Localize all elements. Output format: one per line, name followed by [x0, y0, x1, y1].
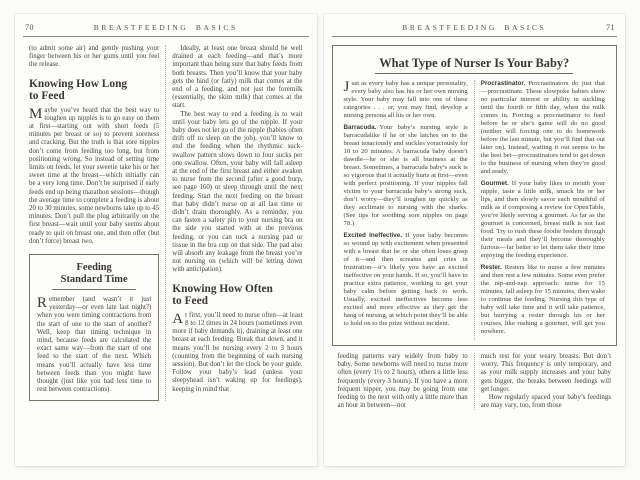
- right-page-body-columns: [332, 353, 618, 410]
- sidebox-title-rule: [52, 289, 137, 290]
- feeding-patterns-paragraph: feeding patterns vary widely from baby to baby. Some newborns will need to nurse more often (every 1½ to 2 hours), others a little less frequently (every 3 hours). If you have a more frequent nipper, you may be going from one feeding to the next with only a little more than an hour in between—not: [337, 353, 468, 410]
- nurser-intro-paragraph: Just as every baby has a unique personality, every baby also has his or her own nursing style. Your baby may fall into one of these categories . . . or, you may find, develop a nursing persona all his or her own.: [343, 79, 468, 119]
- feeding-standard-time-box: [29, 254, 159, 400]
- best-way-paragraph: The best way to end a feeding is to wait until your baby lets go of the nipple. If your baby does not let go of the nipple (babies often drift off to sleep on the job), you’ll know to end the feeding when the rhythmic suck-swallow pattern slows down to four sucks per one swallow. Often, your baby will fall asleep at the end of the first breast and either awaken to nurse from the second (after a good burp, see page 160) or sleep through until the next feeding. Start the next feeding on the breast that baby didn’t nurse on at all last time or didn’t drain thoroughly. As a reminder, you can fasten a safety pin to your nursing bra on the side you started with at the previous feeding, or you can tuck a nursing pad or tissue in the bra cup on that side. The pad also will absorb any leakage from the breast you’re not nursing on (which will be letting down with anticipation).: [172, 110, 303, 274]
- nurser-box-columns: [338, 80, 612, 340]
- page-left: [15, 14, 317, 466]
- left-page-columns: [23, 45, 309, 401]
- nurser-box-title: What Type of Nurser Is Your Baby?: [338, 54, 612, 74]
- nurser-type-box: [332, 45, 618, 346]
- nurser-type-label: Excited Ineffective.: [343, 232, 403, 239]
- drop-cap: J: [343, 79, 350, 95]
- nurser-box-column-2: [474, 80, 611, 340]
- ideally-paragraph: Ideally, at least one breast should be well drained at each feeding—and that’s more important than being sure that baby feeds from both breasts. Then you’ll know that your baby gets the hind (or fatty) milk that comes at the end of a feeding, and not just the foremilk (essentially, the skim milk) that comes at the start.: [172, 45, 303, 110]
- right-column-2: [474, 353, 617, 410]
- nurser-type-label: Rester.: [480, 264, 502, 271]
- regularly-spaced-paragraph: How regularly spaced your baby’s feedings are may vary, too, from those: [480, 394, 611, 410]
- drop-cap: M: [29, 105, 43, 122]
- running-head-right: BREASTFEEDING BASICS: [402, 23, 547, 32]
- drop-cap: R: [37, 295, 48, 312]
- sidebox-title: Feeding Standard Time: [60, 262, 128, 285]
- nurser-type-gourmet: Gourmet. If your baby likes to mouth your nipple, taste a little milk, smack his or her lips, and then slowly savor each mouthful of milk as if composing a review for OpenTable, you’re likely serving a gourmet. As far as the gourmet is concerned, breast milk is not fast food. Try to rush these foodie feeders through their meals and they’ll become thoroughly furious—far better to let them take their time enjoying the feeding experience.: [480, 180, 605, 259]
- page-header-left: [23, 21, 309, 37]
- nurser-type-label: Barracuda.: [343, 124, 377, 131]
- page-header-right: [332, 21, 618, 37]
- nurser-type-excited-ineffective: Excited Ineffective. If your baby becomes so wound up with excitement when presented with a breast that he or she often loses grasp of it—and then screams and cries in frustration—it’s likely you have an excited ineffective on your hands. If so, you’ll have to practice extra patience, working to get your baby calm before getting back to work. Usually, excited ineffectives become less excited and more effective as they get the hang of nursing, at which point they’ll be able to hold on to the prize without incident.: [343, 232, 468, 327]
- nurser-type-label: Procrastinator.: [480, 80, 526, 87]
- running-head-left: BREASTFEEDING BASICS: [93, 23, 238, 32]
- section-heading-how-often: Knowing How Often to Feed: [172, 282, 273, 307]
- nurser-type-rester: Rester. Resters like to nurse a few minutes and then rest a few minutes. Some even prefer the nip-and-nap approach: nurse for 15 minutes, fall asleep for 15 minutes, then wake to continue the feeding. Nursing this type of baby will take time and it will take patience, but hurrying a rester through his or her courses, like rushing a gourmet, will get you nowhere.: [480, 264, 605, 335]
- page-number-right: 71: [606, 23, 615, 32]
- how-often-paragraph: At first, you’ll need to nurse often—at least 8 to 12 times in 24 hours (sometimes even more if baby demands it), draining at least one breast at each feeding. Break that down, and it means you’ll be nursing every 2 to 3 hours (counting from the beginning of each nursing session). But don’t let the clock be your guide. Follow your baby’s lead (unless your sleepyhead isn’t waking up for feedings), keeping in mind that: [172, 310, 303, 393]
- how-long-paragraph: Maybe you’ve heard that the best way to toughen up nipples is to go easy on them at first—starting out with short feeds (5 minutes per breast or so) to prevent soreness and cracking. But the truth is that sore nipples don’t come from feeding too long, but from positioning wrong. So instead of setting time limits on feeds, let your sweetie take his or her sweet time at the breast—which initially can be a very long time. Don’t be surprised if early feeds end up being marathon sessions—though the average time to complete a feeding is about 20 to 30 minutes, some newborns take up to 45 minutes. Don’t pull the plug arbitrarily on the first breast—wait until your baby seems about ready to quit on breast one, and then offer (but don’t force) breast two.: [29, 105, 160, 245]
- left-column-2: [165, 45, 308, 401]
- nurser-box-column-1: [338, 80, 474, 340]
- weary-breasts-paragraph: much rest for your weary breasts. But don’t worry. This frequency is only temporary, and as your milk supply increases and your baby gets bigger, the breaks between feedings will get longer.: [480, 353, 611, 393]
- nurser-type-barracuda: Barracuda. Your baby’s nursing style is barracudalike if he or she latches on to the breast tenaciously and suckles voraciously for 10 to 20 minutes. A barracuda baby doesn’t dawdle—he or she is all business at the breast. Sometimes, a barracuda baby’s suck is so vigorous that it actually hurts at first—even with perfect positioning. If your nipples fall victim to your barracuda baby’s strong suck, don’t worry—they’ll toughen up quickly as they acclimate to nursing with the sharks. (See tips for soothing sore nipples on page 78.): [343, 124, 468, 227]
- page-number-left: 70: [25, 23, 34, 32]
- right-column-1: [332, 353, 474, 410]
- sidebox-paragraph: Remember (and wasn’t it just yesterday—or even late last night?) when you were timing contractions from the start of one to the start of another? Well, keep that timing technique in mind, because feeds are calculated the exact same way—from the start of one feed to the start of the next. Which means you’ll actually have less time between feeds than you might have thought (just like you had less time to rest between contractions).: [37, 295, 152, 394]
- page-right: [324, 14, 626, 466]
- nurser-type-procrastinator: Procrastinator. Procrastinators do just that—procrastinate. These slowpoke babies show no particular interest or ability in suckling until the fourth or fifth day, when the milk comes in. Forcing a procrastinator to feed before he or she’s game will do no good (neither will forcing one to do homework before the last minute, but you’ll find that out later on). Instead, waiting it out seems to be the best bet—procrastinators tend to get down to the business of nursing when they’re good and ready.: [480, 80, 605, 175]
- section-heading-how-long: Knowing How Long to Feed: [29, 77, 128, 102]
- nurser-type-label: Gourmet.: [480, 180, 509, 187]
- continuation-paragraph: (to admit some air) and gently pushing your finger between his or her gums until you feel the release.: [29, 45, 160, 69]
- drop-cap: A: [172, 310, 184, 327]
- left-column-1: [23, 45, 165, 401]
